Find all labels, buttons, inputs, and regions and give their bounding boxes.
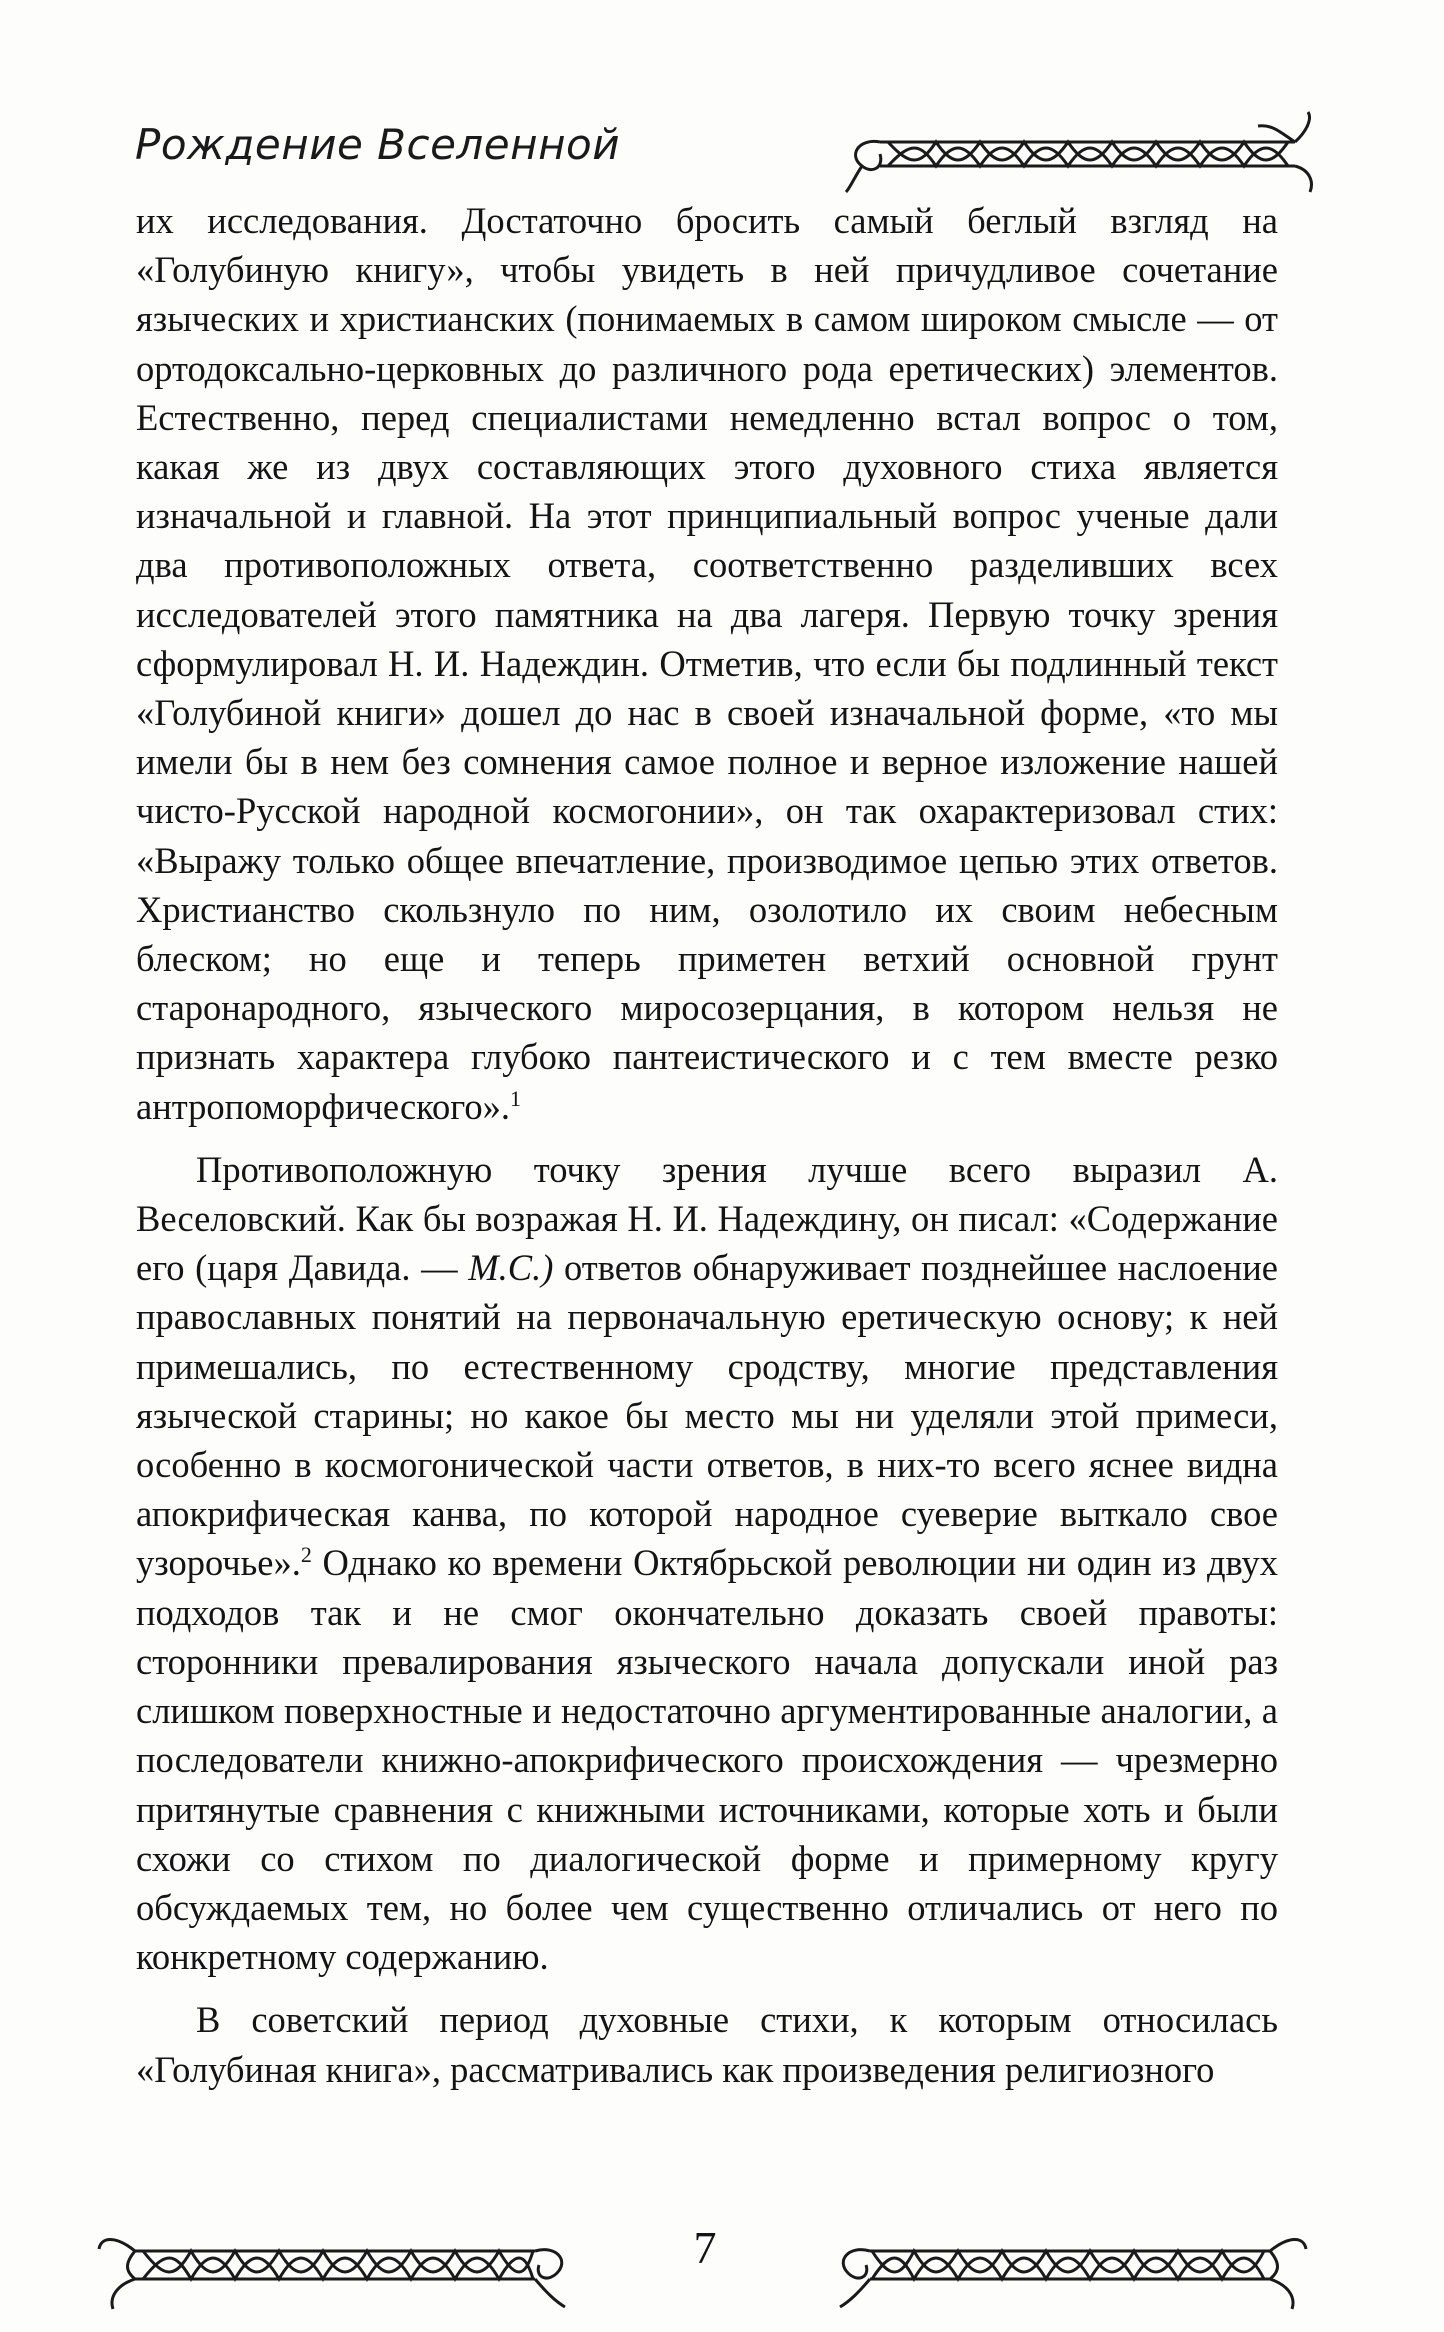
text-segment: В советский период духовные стихи, к которым относилась «Голубиная книга», рассматривались как произведения религиозного xyxy=(136,1999,1278,2090)
text-segment: Противоположную точку зрения лучше всего выразил А. Веселовский. Как бы возражая Н. И. Надеждину, он писал: «Содержание его (царя Давида. — xyxy=(136,1148,1278,1289)
text-segment: ответов обнаруживает позднейшее наслоение православных понятий на первоначальную еретическую основу; к ней примешались, по естественному сродству, многие представления языческой старины; но какое бы место мы ни уделяли этой примеси, особенно в космогонической части ответов, в них-то всего яснее видна апокрифическая канва, по которой народное суеверие выткало свое узорочье». xyxy=(136,1247,1278,1584)
paragraph-3 xyxy=(136,1995,1278,2093)
celtic-knot-border-icon xyxy=(95,2215,575,2315)
paragraph-1 xyxy=(136,196,1278,1131)
body-text xyxy=(136,196,1278,2094)
footnote-ref-1: 1 xyxy=(509,1085,521,1111)
page-number: 7 xyxy=(693,2222,717,2273)
celtic-knot-border-icon xyxy=(840,108,1315,194)
footnote-ref-2: 2 xyxy=(300,1542,312,1568)
text-segment: Однако ко времени Октябрьской революции ни один из двух подходов так и не смог окончательно доказать своей правоты: сторонники превалирования языческого начала допускали иной раз слишком поверхностные и недостаточно аргументированные аналогии, а последователи книжно-апокрифического происхождения — чрезмерно притянутые сравнения с книжными источниками, которые хоть и были схожи со стихом по диалогической форме и примерному кругу обсуждаемых тем, но более чем существенно отличались от него по конкретному содержанию. xyxy=(136,1542,1278,1978)
celtic-knot-border-icon xyxy=(830,2215,1310,2315)
paragraph-2 xyxy=(136,1145,1278,1981)
running-header xyxy=(135,108,1315,188)
page-footer xyxy=(95,2215,1310,2325)
page-header-title: Рождение Вселенной xyxy=(135,120,621,169)
text-segment: их исследования. Достаточно бросить самый беглый взгляд на «Голубиную книгу», чтобы увидеть в ней причудливое сочетание языческих и христианских (понимаемых в самом широком смысле — от ортодоксально-церковных до различного рода еретических) элементов. Естественно, перед специалистами немедленно встал вопрос о том, какая же из двух составляющих этого духовного стиха является изначальной и главной. На этот принципиальный вопрос ученые дали два противоположных ответа, соответственно разделивших всех исследователей этого памятника на два лагеря. Первую точку зрения сформулировал Н. И. Надеждин. Отметив, что если бы подлинный текст «Голубиной книги» дошел до нас в своей изначальной форме, «то мы имели бы в нем без сомнения самое полное и верное изложение нашей чисто-Русской народной космогонии», он так охарактеризовал стих: «Выражу только общее впечатление, производимое цепью этих ответов. Христианство скользнуло по ним, озолотило их своим небесным блеском; но еще и теперь приметен ветхий основной грунт старонародного, языческого миросозерцания, в котором нельзя не признать характера глубоко пантеистического и с тем вместе резко антропоморфического». xyxy=(136,200,1278,1127)
author-initials: М.С.) xyxy=(468,1247,554,1289)
